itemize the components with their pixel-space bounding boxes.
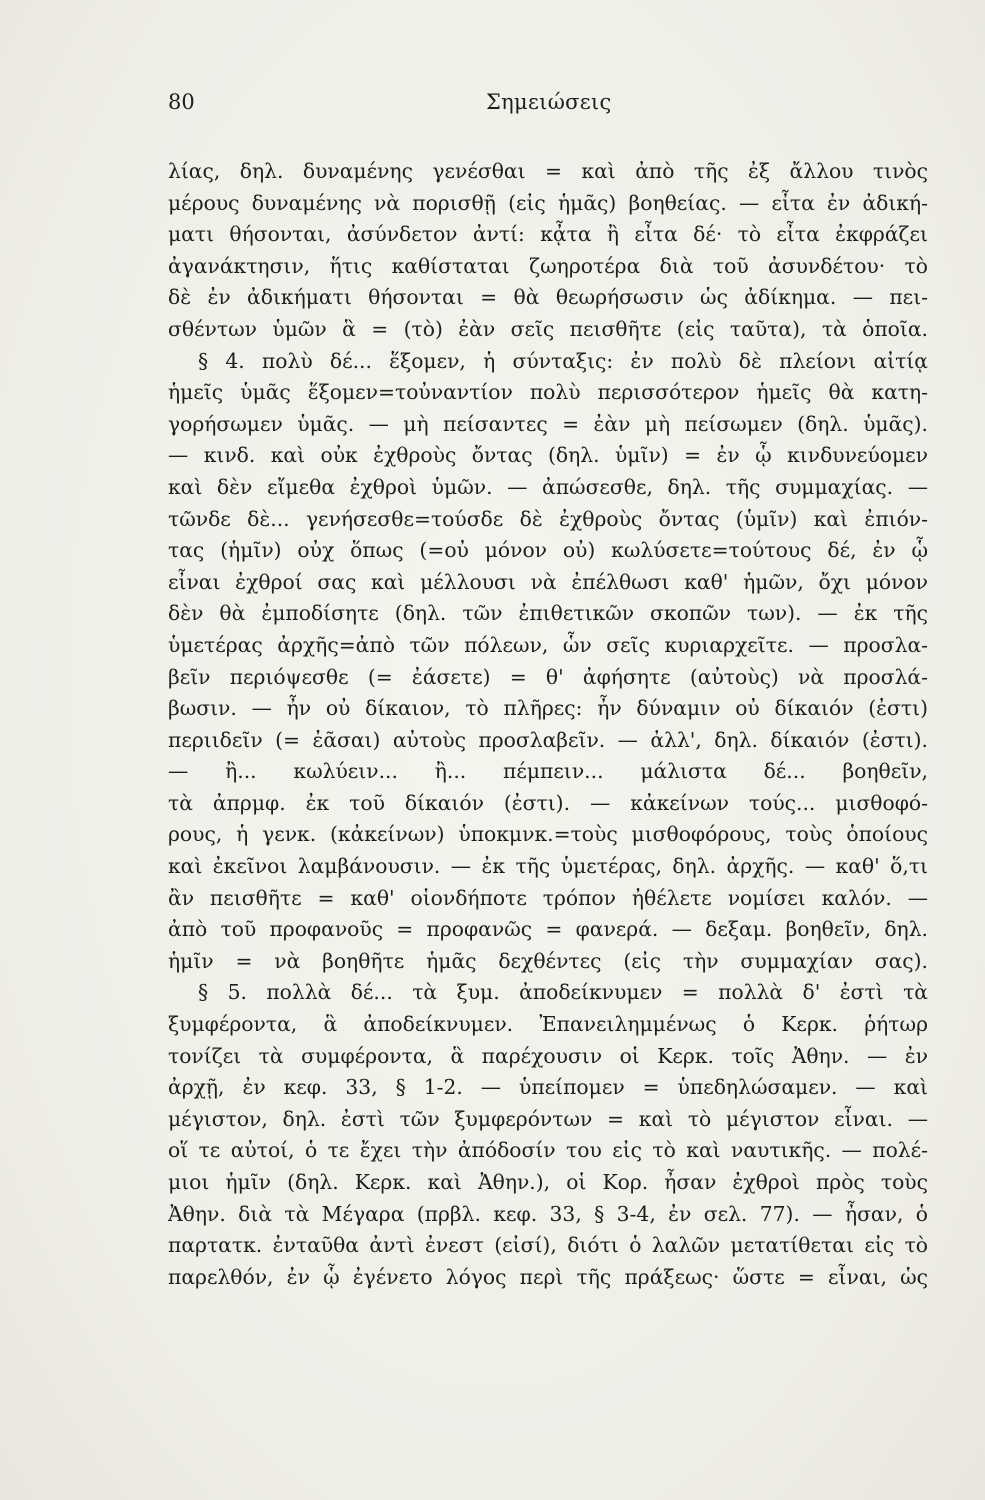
text-line: δὲ ἐν ἀδικήματι θήσονται = θὰ θεωρήσωσιν ὡς ἀδίκημα. — πει-: [168, 285, 928, 310]
text-line: καὶ δὲν εἴμεθα ἐχθροὶ ὑμῶν. — ἀπώσεσθε, δηλ. τῆς συμμαχίας. —: [168, 474, 928, 499]
text-line: δὲν θὰ ἐμποδίσητε (δηλ. τῶν ἐπιθετικῶν σκοπῶν των). — ἐκ τῆς: [168, 601, 928, 626]
text-line: τας (ἡμῖν) οὐχ ὅπως (=οὐ μόνον οὐ) κωλύσετε=τούτους δέ, ἐν ᾧ: [168, 538, 928, 563]
text-line: § 5. πολλὰ δέ... τὰ ξυμ. ἀποδείκνυμεν = πολλὰ δ' ἐστὶ τὰ: [198, 980, 928, 1005]
text-line: βωσιν. — ἦν οὐ δίκαιον, τὸ πλῆρες: ἦν δύναμιν οὐ δίκαιόν (ἐστι): [168, 696, 928, 721]
text-line: — κινδ. καὶ οὐκ ἐχθροὺς ὄντας (δηλ. ὑμῖν) = ἐν ᾧ κινδυνεύομεν: [168, 443, 928, 468]
text-line: τονίζει τὰ συμφέροντα, ἃ παρέχουσιν οἱ Κερκ. τοῖς Ἀθην. — ἐν: [168, 1043, 928, 1068]
text-line: ἀρχῇ, ἐν κεφ. 33, § 1-2. — ὑπείπομεν = ὑπεδηλώσαμεν. — καὶ: [168, 1075, 928, 1100]
text-line: καὶ ἐκεῖνοι λαμβάνουσιν. — ἐκ τῆς ὑμετέρας, δηλ. ἀρχῆς. — καθ' ὅ,τι: [168, 854, 928, 879]
text-line: ρους, ἡ γενκ. (κἀκείνων) ὑποκμνκ.=τοὺς μισθοφόρους, τοὺς ὁποίους: [168, 822, 928, 847]
text-line: τὰ ἀπρμφ. ἐκ τοῦ δίκαιόν (ἐστι). — κἀκείνων τούς... μισθοφό-: [168, 790, 928, 815]
text-line: ἡμεῖς ὑμᾶς ἕξομεν=τοὐναντίον πολὺ περισσότερον ἡμεῖς θὰ κατη-: [168, 380, 928, 405]
text-line: ἡμῖν = νὰ βοηθῆτε ἡμᾶς δεχθέντες (εἰς τὴν συμμαχίαν σας).: [168, 948, 928, 973]
text-line: ἂν πεισθῆτε = καθ' οἱονδήποτε τρόπον ἠθέλετε νομίσει καλόν. —: [168, 885, 928, 910]
text-line: ματι θήσονται, ἀσύνδετον ἀντί: κᾆτα ἢ εἶτα δέ· τὸ εἶτα ἐκφράζει: [168, 222, 928, 247]
text-line: εἶναι ἐχθροί σας καὶ μέλλουσι νὰ ἐπέλθωσι καθ' ἡμῶν, ὄχι μόνον: [168, 569, 928, 594]
text-line: — ἢ... κωλύειν... ἢ... πέμπειν... μάλιστα δέ... βοηθεῖν,: [168, 759, 928, 784]
text-line: παρελθόν, ἐν ᾧ ἐγένετο λόγος περὶ τῆς πράξεως· ὥστε = εἶναι, ὡς: [168, 1264, 928, 1289]
text-line: ὑμετέρας ἀρχῆς=ἀπὸ τῶν πόλεων, ὧν σεῖς κυριαρχεῖτε. — προσλα-: [168, 632, 928, 657]
text-line: ξυμφέροντα, ἃ ἀποδείκνυμεν. Ἐπανειλημμένως ὁ Κερκ. ῥήτωρ: [168, 1012, 928, 1037]
running-head-title: Σημειώσεις: [486, 90, 612, 114]
running-head: [168, 90, 928, 124]
text-line: οἵ τε αὐτοί, ὁ τε ἔχει τὴν ἀπόδοσίν του εἰς τὸ καὶ ναυτικῆς. — πολέ-: [168, 1138, 928, 1163]
notes-body: [168, 156, 928, 1293]
text-line: τῶνδε δὲ... γενήσεσθε=τούσδε δὲ ἐχθροὺς ὄντας (ὑμῖν) καὶ ἐπιόν-: [168, 506, 928, 531]
text-line: § 4. πολὺ δέ... ἕξομεν, ἡ σύνταξις: ἐν πολὺ δὲ πλείονι αἰτίᾳ: [198, 348, 928, 373]
text-line: παρτατκ. ἐνταῦθα ἀντὶ ἐνεστ (εἰσί), διότι ὁ λαλῶν μετατίθεται εἰς τὸ: [168, 1233, 928, 1258]
text-line: περιιδεῖν (= ἐᾶσαι) αὐτοὺς προσλαβεῖν. — ἀλλ', δηλ. δίκαιόν (ἐστι).: [168, 727, 928, 752]
text-line: μέγιστον, δηλ. ἐστὶ τῶν ξυμφερόντων = καὶ τὸ μέγιστον εἶναι. —: [168, 1106, 928, 1131]
text-line: σθέντων ὑμῶν ἃ = (τὸ) ἐὰν σεῖς πεισθῆτε (εἰς ταῦτα), τὰ ὁποῖα.: [168, 316, 928, 341]
text-line: Ἀθην. διὰ τὰ Μέγαρα (πρβλ. κεφ. 33, § 3-4, ἐν σελ. 77). — ἦσαν, ὁ: [168, 1201, 928, 1226]
text-line: βεῖν περιόψεσθε (= ἐάσετε) = θ' ἀφήσητε (αὐτοὺς) νὰ προσλά-: [168, 664, 928, 689]
text-line: γορήσωμεν ὑμᾶς. — μὴ πείσαντες = ἐὰν μὴ πείσωμεν (δηλ. ὑμᾶς).: [168, 411, 928, 436]
text-line: λίας, δηλ. δυναμένης γενέσθαι = καὶ ἀπὸ τῆς ἐξ ἄλλου τινὸς: [168, 159, 928, 183]
text-line: ἀγανάκτησιν, ἥτις καθίσταται ζωηροτέρα διὰ τοῦ ἀσυνδέτου· τὸ: [168, 253, 928, 278]
text-line: ἀπὸ τοῦ προφανοῦς = προφανῶς = φανερά. — δεξαμ. βοηθεῖν, δηλ.: [168, 917, 928, 942]
text-line: μέρους δυναμένης νὰ πορισθῇ (εἰς ἡμᾶς) βοηθείας. — εἶτα ἐν ἀδική-: [168, 190, 928, 215]
page-number: 80: [168, 90, 195, 114]
text-line: μιοι ἡμῖν (δηλ. Κερκ. καὶ Ἀθην.), οἱ Κορ. ἦσαν ἐχθροὶ πρὸς τοὺς: [168, 1170, 928, 1194]
